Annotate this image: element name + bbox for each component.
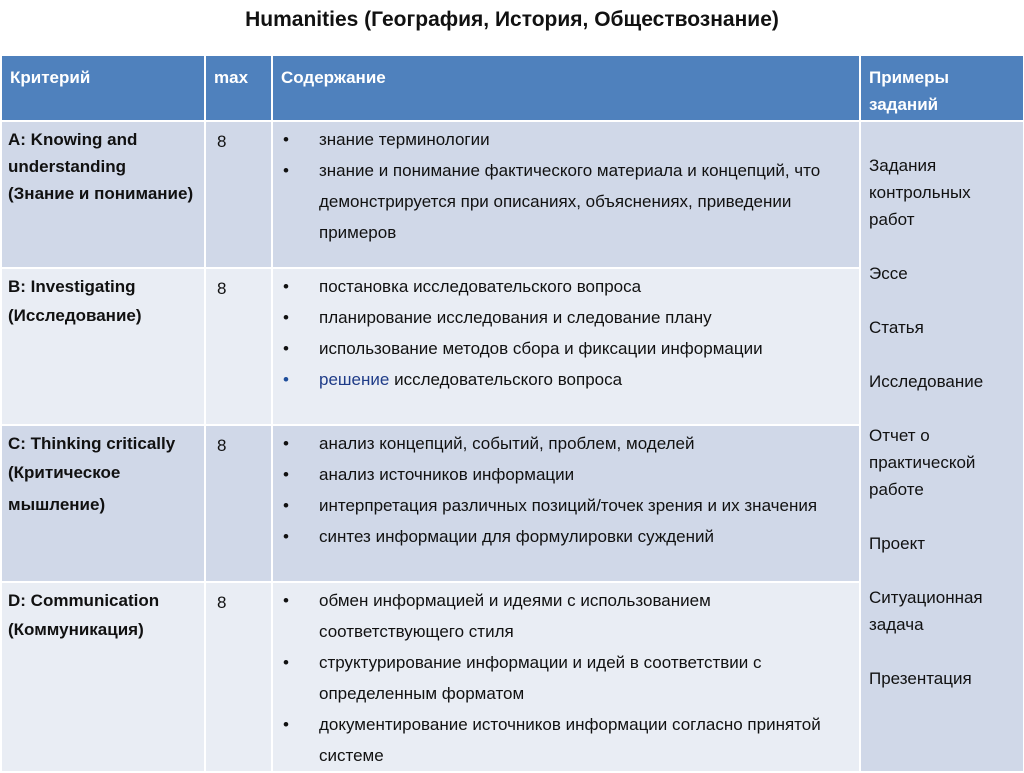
list-item [273, 364, 851, 395]
example-item: Отчет о практической работе [869, 426, 976, 499]
list-item: • планирование исследования и следование плану [273, 302, 851, 333]
criterion-translation: (Критическое мышление) [8, 463, 121, 514]
list-item: • постановка исследовательского вопроса [273, 271, 851, 302]
list-item: • знание терминологии [273, 124, 851, 155]
content-cell [272, 582, 860, 772]
list-item: • анализ концепций, событий, проблем, моделей [273, 428, 851, 459]
list-item: • документирование источников информации согласно принятой системе [273, 709, 851, 771]
page-title: Humanities (География, История, Обществознание) [245, 8, 779, 31]
list-item: • обмен информацией и идеями с использованием соответствующего стиля [273, 585, 851, 647]
example-item: Статья [869, 318, 924, 337]
header-content: Содержание [272, 55, 860, 121]
list-item: • использование методов сбора и фиксации информации [273, 333, 851, 364]
content-cell [272, 425, 860, 582]
criterion-name: D: Communication [8, 591, 160, 610]
content-cell [272, 268, 860, 425]
content-cell [272, 121, 860, 268]
max-cell: 8 [205, 121, 272, 268]
list-item: • интерпретация различных позиций/точек зрения и их значения [273, 490, 851, 521]
criterion-name: B: Investigating [8, 277, 136, 296]
criterion-translation: (Исследование) [8, 306, 142, 325]
highlighted-word: решение [319, 370, 390, 389]
criterion-translation: (Коммуникация) [8, 620, 144, 639]
criterion-cell [1, 425, 205, 582]
max-cell: 8 [205, 582, 272, 772]
max-cell: 8 [205, 268, 272, 425]
list-item: • знание и понимание фактического материала и концепций, что демонстрируется при описаниях, объяснениях, приведении примеров [273, 155, 851, 248]
criterion-name: C: Thinking critically [8, 434, 176, 453]
criteria-table [0, 54, 1024, 773]
example-item: Ситуационная задача [869, 588, 983, 634]
example-item: Проект [869, 534, 925, 553]
examples-cell [860, 121, 1024, 772]
header-max: max [205, 55, 272, 121]
criterion-cell [1, 268, 205, 425]
criterion-cell [1, 582, 205, 772]
list-item: • анализ источников информации [273, 459, 851, 490]
max-cell: 8 [205, 425, 272, 582]
example-item: Эссе [869, 264, 908, 283]
table-row [1, 121, 1024, 268]
criterion-cell [1, 121, 205, 268]
example-item: Задания контрольных работ [869, 156, 971, 229]
list-item: • структурирование информации и идей в соответствии с определенным форматом [273, 647, 851, 709]
header-criterion: Критерий [1, 55, 205, 121]
criterion-translation: (Знание и понимание) [8, 184, 194, 203]
table-header-row [1, 55, 1024, 121]
criterion-name: A: Knowing and understanding [8, 130, 138, 176]
header-examples: Примеры заданий [860, 55, 1024, 121]
list-item: • синтез информации для формулировки суждений [273, 521, 851, 552]
example-item: Исследование [869, 372, 984, 391]
list-item-rest: исследовательского вопроса [389, 370, 623, 389]
example-item: Презентация [869, 669, 972, 688]
